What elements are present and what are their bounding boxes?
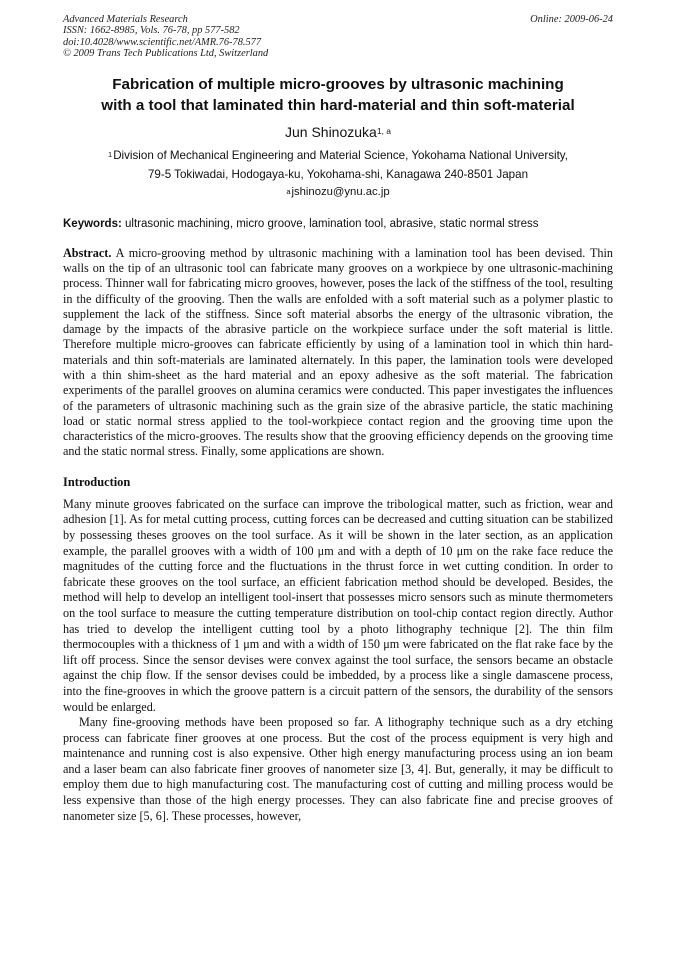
email-address: jshinozu@ynu.ac.jp <box>291 185 390 198</box>
issn-line: ISSN: 1662-8985, Vols. 76-78, pp 577-582 <box>63 25 240 37</box>
email-line <box>63 185 613 199</box>
running-header <box>63 14 613 60</box>
introduction-paragraph-1: Many minute grooves fabricated on the surface can improve the tribological matter, such as friction, wear and adhesion [1]. As for metal cutting process, cutting forces can be decreased and cutting situation can be stabilized by possessing theses grooves on the tool surface. As it will be shown in the later section, as an application example, the parallel grooves with a width of 100 μm and with a depth of 10 μm on the rake face reduce the magnitudes of the cutting force and the fluctuations in the thrust force in wet cutting condition. In order to fabricate these grooves on the tool surface, an efficient fabrication method should be developed. Besides, the method will help to develop an intelligent tool-insert that possesses micro sensors such as minute thermometers on the tool surface to measure the cutting temperature distribution on tool-chip contact region directly. Author has tried to develop the intelligent cutting tool by a photo lithography technique [2]. The thin film thermocouples with a thickness of 1 μm and with a width of 150 μm were fabricated on the flat rake face by the lift off process. Since the sensor devises were convex against the tool surface, the sensors became an obstacle against the chip flow. If the sensor devises could be imbedded, by a process like a single damascene process, into the fine-grooves in which the groove pattern is a circuit pattern of the sensors, the durability of the sensors would be enlarged. <box>63 496 613 714</box>
author-name: Jun Shinozuka <box>284 123 377 140</box>
abstract <box>63 246 613 460</box>
keywords-label: Keywords: <box>63 217 122 230</box>
paper-page <box>63 14 613 824</box>
section-heading-introduction: Introduction <box>63 474 131 489</box>
keywords-text: ultrasonic machining, micro groove, lamination tool, abrasive, static normal stress <box>125 217 539 230</box>
title-line-1: Fabrication of multiple micro-grooves by ultrasonic machining <box>112 75 564 93</box>
online-date: Online: 2009-06-24 <box>530 14 613 25</box>
introduction-paragraph-2: Many fine-grooving methods have been proposed so far. A lithography technique such as a dry etching process can fabricate finer grooves at one process. But the cost of the process equipment is very high and maintenance and running cost is also expensive. Other high energy manufacturing process using an ion beam and a laser beam can also fabricate finer grooves of nanometer size [3, 4]. But, generally, it may be difficult to employ them due to high manufacturing cost. The manufacturing cost of cutting and milling process would be less expensive than those of the high energy processes. They can also fabricate fine and precise grooves of nanometer size [5, 6]. These processes, however, <box>63 715 613 823</box>
author-line <box>63 124 613 141</box>
title-line-2: with a tool that laminated thin hard-material and thin soft-material <box>101 96 575 114</box>
journal-name: Advanced Materials Research <box>63 14 188 25</box>
keywords <box>63 217 613 231</box>
email-superscript: a <box>286 186 291 196</box>
affiliation-line-1 <box>63 146 613 165</box>
affiliation-line-2: 79-5 Tokiwadai, Hodogaya-ku, Yokohama-shi, Kanagawa 240-8501 Japan <box>147 167 529 181</box>
affiliation-text-1: Division of Mechanical Engineering and Material Science, Yokohama National University, <box>113 148 568 162</box>
author-superscript: 1, a <box>376 125 392 136</box>
abstract-label: Abstract. <box>63 245 112 260</box>
affiliation <box>63 146 613 184</box>
publication-info <box>63 14 268 60</box>
copyright-line: © 2009 Trans Tech Publications Ltd, Switzerland <box>63 48 269 60</box>
doi-line: doi:10.4028/www.scientific.net/AMR.76-78.577 <box>63 36 262 48</box>
affiliation-superscript: 1 <box>108 149 113 159</box>
paper-title <box>63 74 613 116</box>
abstract-text: A micro-grooving method by ultrasonic machining with a lamination tool has been devised. Thin walls on the tip of an ultrasonic tool can fabricate many grooves on a workpiece by one ultrasonic-machining process. Thinner wall for fabricating micro grooves, however, poses the lack of the stiffness of the tool, resulting in the difficulty of the grooving. Then the walls are enfolded with a soft material such as a polymer plastic to supplement the lack of the stiffness. Since soft material absorbs the energy of the ultrasonic vibration, the damage by the impacts of the abrasive particle on the workpiece surface under the soft material is little. Therefore multiple micro-grooves can fabricate efficiently by using of a lamination tool in which thin hard-materials and thin soft-materials are laminated alternately. In this paper, the lamination tools were developed with a thin shim-sheet as the hard material and an epoxy adhesive as the soft material. The fabrication experiments of the parallel grooves on alumina ceramics were conducted. This paper investigates the influences of the parameters of ultrasonic machining such as the grain size of the abrasive particle, the static machining load or static normal stress applied to the tool-workpiece contact region and the grooving time upon the characteristics of the micro-grooves. The results show that the grooving efficiency depends on the grooving time and the static normal stress. Finally, some applications are shown. <box>63 245 613 459</box>
